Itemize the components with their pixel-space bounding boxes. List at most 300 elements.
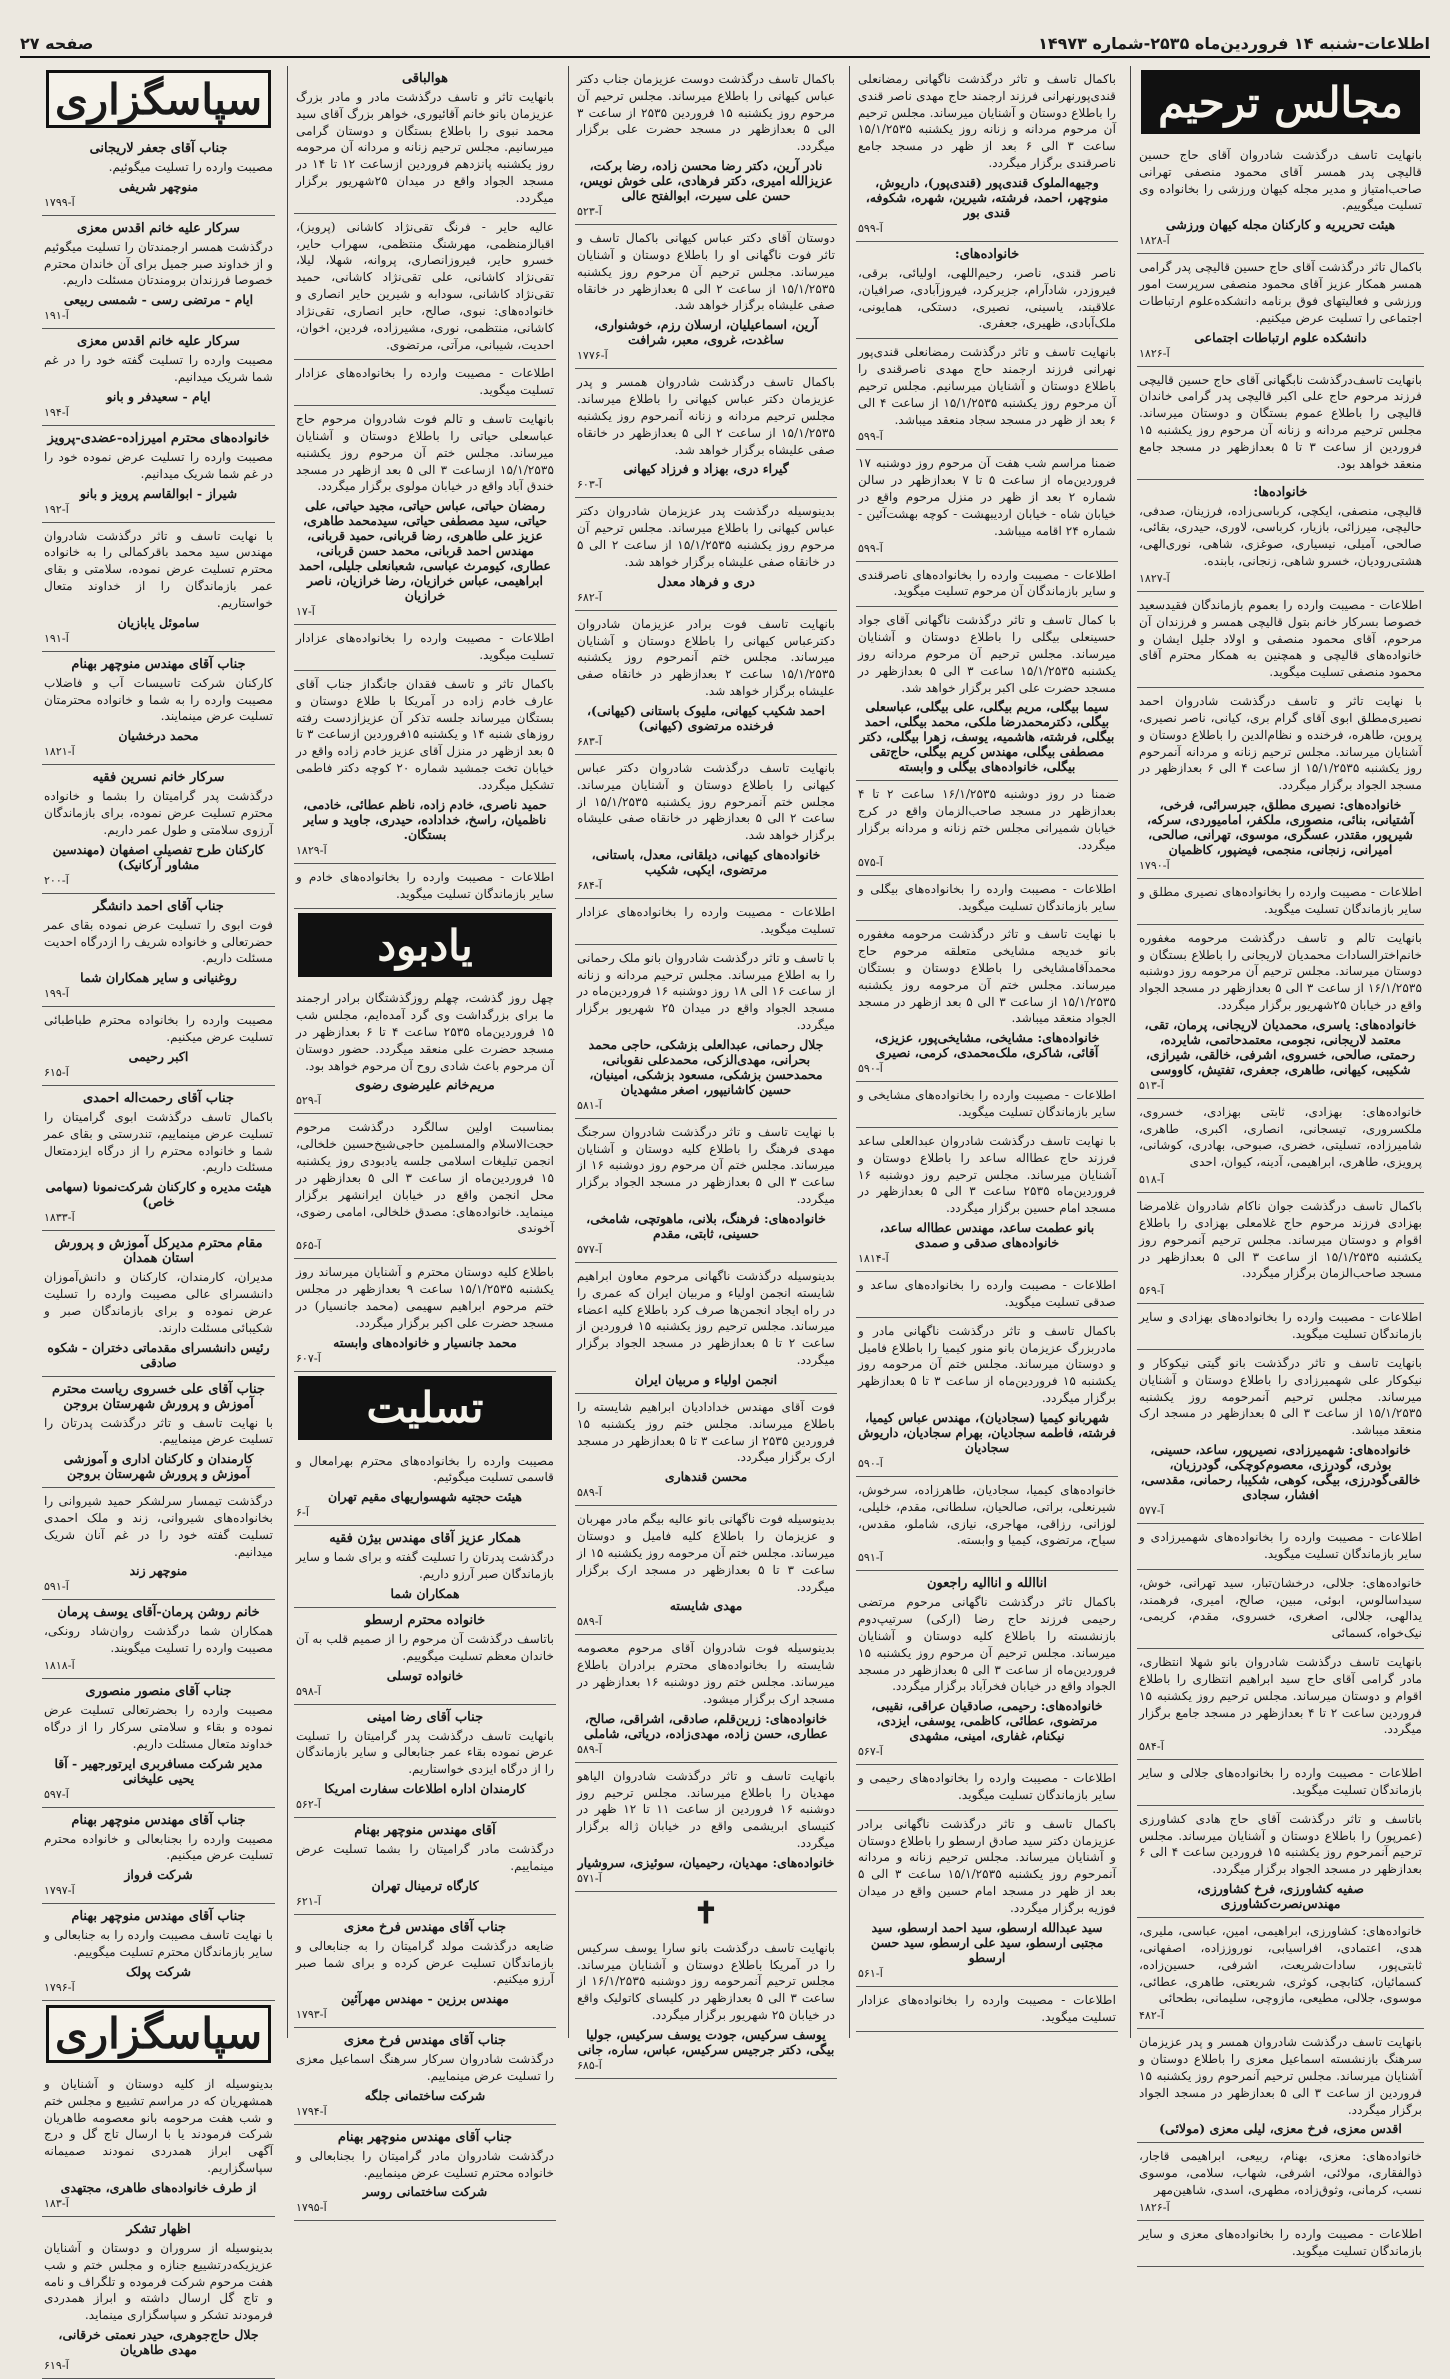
notice-signature: خانواده‌های: نصیری مطلق، جبرسرائی، فرخی، آشتیانی، بنائی، منصوری، ملکفر، امامیوردی، سرکه، شیرپور، مقتدر، عسگری، موسوی، تهرانی، صالحی، امیرانی، زنجانی، منجمی، فیضپور، کاظمیان xyxy=(1147,797,1414,858)
notice-signature: رمضان حیاتی، عباس حیاتی، مجید حیاتی، علی حیاتی، سید مصطفی حیاتی، سیدمحمد طاهری، عزیز علی طاهری، رضا قربانی، حمید قربانی، مهندس احمد قربانی، محمد حسن قربانی، عطاری، کیومرث عباسی، شعبانعلی جلیلی، احمد ابراهیمی، عباس خرازیان، رضا خرازیان، ناصر خرازیان xyxy=(298,498,551,604)
notice-body: درگذشت تیمسار سرلشکر حمید شیروانی را بخانواده‌های شیروانی، زند و ملک احمدی تسلیت گفته خود را در غم آنان شریک میدانیم. xyxy=(44,1494,273,1559)
notice xyxy=(294,1915,556,2028)
notice-heading: جناب آقای رحمت‌اله احمدی xyxy=(83,1090,234,1106)
notice-signature: وجیهه‌الملوک قندی‌پور (قندی‌پور)، داریوش، منوچهر، احمد، فرشته، شیرین، شهره، شکوفه، قندی بور xyxy=(865,174,1109,220)
notice-heading: سرکار علیه خانم اقدس معزی xyxy=(77,220,240,236)
notice-heading: هوالباقی xyxy=(401,71,449,86)
notice xyxy=(1137,1918,1424,2029)
notice xyxy=(575,1935,837,2079)
notice-code: آ-۶۰۷ xyxy=(296,1351,321,1365)
notice-signature: بانو عطمت ساعد، مهندس عطااله ساعد، خانواده‌های صدقی و صمدی xyxy=(879,1220,1095,1251)
notice xyxy=(1137,2143,1424,2220)
notice-heading: خانواده محترم ارسطو xyxy=(364,1612,486,1628)
notice-signature: مریم‌خانم علیرضوی رضوی xyxy=(355,1077,495,1093)
notice xyxy=(294,66,556,214)
notice-body: دوستان آقای دکتر عباس کیهانی باکمال تاسف و تاثر فوت ناگهانی او را باطلاع دوستان و آشنایان میرساند. مجلس ترحیم آن مرحوم روز یکشنبه ۱۵/۱/۲۵۳۵ از ساعت ۲ الی ۵ بعدازظهر در خانقاه صفی علیشاه برگزار خواهد شد. xyxy=(577,231,835,313)
notice-code: آ-۶۸۳ xyxy=(577,734,602,748)
notice xyxy=(1137,1193,1424,1304)
notice-body: بانهایت تاسف‌درگذشت نابگهانی آقای حاج حسین قالیچی فرزند مرحوم حاج علی اکبر قالیچی پدر گرامی خاندان قالیچی را باطلاع عموم بستگان و دوستان میرساند. مجلس ترحیم مردانه و زنانه آن مرحوم روز یکشنبه ۱۵ فروردین از ساعت ۳ تا ۵ بعدازظهر در مسجد جامع منعقد خواهد بود. xyxy=(1139,372,1422,471)
notice-body: با کمال تاسف و تاثر درگذشت ناگهانی آقای جواد حسینعلی بیگلی را باطلاع دوستان و آشنایان میرساند. مجلس ترحیم آن مرحوم مردانه روز یکشنبه ۱۵/۱/۲۵۳۵ ساعت ۳ الی ۵ بعدازظهر در مسجد حضرت علی اکبر برگزار خواهد شد. xyxy=(858,613,1117,695)
notice-body: ناصر قندی، ناصر، رحیم‌اللهی، اولیائی، برقی، فیروزدر، شادآرام، جزیرکرد، فیروزآبادی، صرافیان، علاقبند، یاسینی، نصیری، دستکی، همایونی، ملک‌آبادی، ظهیری، جعفری. xyxy=(858,265,1116,331)
notice-body: باکمال تاسف درگذشت ابوی گرامیتان را تسلیت عرض مینماییم، تندرستی و بقای عمر شما و خانواده محترم را از درگاه ایزدمتعال مسئلت داریم. xyxy=(44,1109,273,1175)
notice xyxy=(294,671,556,864)
notice-signature: شرکت ساختمانی روسر xyxy=(362,2184,488,2200)
notice-heading: خانواده‌ها: xyxy=(1253,484,1308,500)
notice xyxy=(856,1987,1118,2033)
notice xyxy=(575,755,837,899)
notice xyxy=(1137,925,1424,1099)
notice xyxy=(856,242,1118,339)
notice-code: آ-۵۸۹ xyxy=(577,1615,602,1629)
notice-signature: صفیه کشاورزی، فرخ کشاورزی، مهندس‌نصرت‌کشاورزی xyxy=(1196,1881,1365,1912)
notice-body: بانهایت تاسف درگذشت پدر گرامیتان را تسلیت عرض نموده بقاء عمر جنابعالی و سایر بازماندگان را از درگاه ایزدی خواستاریم. xyxy=(296,1728,554,1777)
notice-heading: خانواده‌های محترم امیرزاده-عضدی-پرویز xyxy=(47,430,270,446)
notice-body: باکمال تاسف درگذشت جوان ناکام شادروان غلامرضا بهزادی فرزند مرحوم حاج غلامعلی بهزادی را باطلاع اقوام و دوستان میرساند. مجلس ترحیم آنمرحوم روز یکشنبه ۱۵/۱/۲۵۳۵ از ساعت ۳ الی ۵ بعدازظهر در مسجد صاحب‌الزمان برگزار میگردد. xyxy=(1139,1199,1422,1281)
notice-body: بانهایت تاسف درگذشت شادروان دکتر عباس کیهانی را باطلاع دوستان و آشنایان میرساند. مجلس ختم آنمرحوم روز یکشنبه ۱۵/۱/۲۵۳۵ از ساعت ۲ الی ۵ بعدازظهر در خانقاه صفی علیشاه برگزار خواهد شد. xyxy=(577,760,835,843)
notice-body: درگذشت شادروان مادر گرامیتان را بجنابعالی و خانواده محترم تسلیت عرض مینماییم. xyxy=(296,2148,554,2180)
notice xyxy=(856,1082,1118,1128)
section-banner-tasliyat: تسلیت xyxy=(298,1376,552,1440)
notice xyxy=(575,1263,837,1394)
notice xyxy=(42,523,275,652)
notice xyxy=(294,1114,556,1259)
notice xyxy=(575,66,837,225)
page-number: صفحه ۲۷ xyxy=(20,33,94,53)
notice-signature: انجمن اولیاء و مربیان ایران xyxy=(634,1371,778,1387)
notice-body: بانهایت تاسف درگذشت شادروان آقای حاج حسین قالیچی پدر همسر آقای محمود منصفی تهرانی صاحب‌امتیاز و مدیر مجله کیهان ورزشی را بخانواده وی تسلیت میگوییم. xyxy=(1139,148,1422,213)
notice-code: آ-۱۷۹۴ xyxy=(296,2104,327,2118)
notice xyxy=(42,765,275,893)
cross-icon: ✝ xyxy=(693,1895,719,1931)
notice xyxy=(575,369,837,498)
notice-signature: جلال حاج‌جوهری، حیدر نعمتی خرقانی، مهدی طاهریان xyxy=(58,2327,259,2358)
notice-signature: از طرف خانواده‌های طاهری، مجتهدی xyxy=(60,2179,257,2195)
notice-code: آ-۵۹۹ xyxy=(858,541,883,555)
notice-body: باکمال تاسف و تاثر درگذشت ناگهانی رمضانعلی قندی‌پور‌نهرانی فرزند ارجمند حاج مهدی ناصر قندی را باطلاع دوستان و آشنایان میرساند. مجلس ترحیم آن مرحوم مردانه و زنانه روز یکشنبه ۱۵/۱/۲۵۳۵ ساعت ۳ الی ۶ بعد از ظهر در مسجد جامع ناصرقندی برگزار میگردد. xyxy=(858,72,1116,171)
section-banner-yadbood: یادبود xyxy=(298,913,552,977)
notice-code: آ-۱۸۳ xyxy=(44,2196,69,2210)
notice-code: آ-۱۷۹۵ xyxy=(296,2201,327,2215)
notice-body: بانهایت تاسف و تاثر درگذشت بانو گیتی نیکوکار و نیکوکار علی شهمیرزادی را باطلاع دوستان و آشنایان میرساند. مجلس ترحیم آنمرحومه روز یکشنبه ۱۵/۱/۲۵۳۵ از ساعت ۳ الی ۵ بعدازظهر در مسجد ارک منعقد میباشد. xyxy=(1139,1355,1422,1438)
notice xyxy=(1137,1760,1424,1806)
notice xyxy=(1137,879,1424,925)
notice xyxy=(42,1679,275,1807)
notice xyxy=(575,1763,837,1892)
notice-list xyxy=(294,66,556,909)
notice-body: باکمال تاسف درگذشت شادروان همسر و پدر عزیزمان دکتر عباس کیهانی را باطلاع میرساند. مجلس ترحیم مردانه و زنانه آنمرحوم روز یکشنبه ۱۵/۱/۲۵۳۵ از ساعت ۲ الی ۵ بعدازظهر در خانقاه صفی علیشاه برگزار خواهد شد. xyxy=(577,375,835,457)
notice-list xyxy=(575,1935,837,2079)
notice-signature: اقدس معزی، فرخ معزی، لیلی معزی (مولائی) xyxy=(1159,2121,1402,2137)
notice-body: مصیبت وارده را بحضرتعالی تسلیت عرض نموده و بقاء و سلامتی سرکار را از درگاه خداوند متعال مسئلت داریم. xyxy=(44,1703,273,1751)
notice-body: عالیه حایر - فرنگ تقی‌نژاد کاشانی (پرویز)، اقبالزمنظمی، مهرشنگ منتظمی، سهراب حایر، خسرو حایر، فیروزانصاری، پروانه، شهلا، لیلا، تقی‌نژاد کاشانی، علی تقی‌نژاد کاشانی، حمید تقی‌نژاد کاشانی، سودابه و شیرین حایر انصاری و خانواده‌های: نبوی، صالح، حایر انصاری، تقی‌نژاد کاشانی، منتظمی، نوری، مشیرزاده، فردین، اخوان، احدیت، شیبانی، مرآتی، مرتضوی. xyxy=(296,219,554,352)
notice-body: باکمال تاسف و تاثر درگذشت ناگهانی برادر عزیزمان دکتر سید صادق ارسطو را باطلاع دوستان و آشنایان میرساند. مجلس ترحیم زنانه و مردانه آنمرحوم روز یکشنبه ۱۵/۱/۲۵۳۵ ساعت ۳ الی ۵ بعد از ظهر در مسجد امام حسین واقع در میدان فوزیه برگزار میگردد. xyxy=(858,1816,1116,1915)
notice-code: آ-۶ xyxy=(296,1506,309,1520)
notice-body: اطلاعات - مصیبت وارده را بخانواده‌های رحیمی و سایر بازماندگان تسلیت میگوید. xyxy=(858,1771,1116,1802)
notice-signature: منوچهر زند xyxy=(129,1563,188,1579)
notice-code: آ-۲۰۰ xyxy=(44,873,69,887)
notice xyxy=(294,1259,556,1371)
notice xyxy=(1137,1524,1424,1570)
notice xyxy=(294,985,556,1114)
notice-signature: روغنیانی و سایر همکاران شما xyxy=(80,970,237,986)
notice-signature: محسن قندهاری xyxy=(664,1469,748,1485)
notice-body: با تاسف و تاثر درگذشت شادروان بانو ملک رحمانی را به اطلاع میرساند. مجلس ترحیم مردانه و زنانه از ساعت ۱۶ الی ۱۸ روز دوشنبه ۱۶ فروردین‌ماه در مسجد الجواد واقع در میدان ۲۵ شهریور برگزار میگردد. xyxy=(577,950,835,1032)
notice-code: آ-۵۹۹ xyxy=(858,430,883,444)
notice xyxy=(1137,1099,1424,1193)
notice-code: آ-۵۷۷ xyxy=(1139,1504,1164,1518)
notice-body: درگذشت پدرتان را تسلیت گفته و برای شما و سایر بازماندگان صبر آرزو داریم. xyxy=(296,1550,554,1582)
notice-body: با نهایت تاسف و تاثر درگذشت مرحومه مغفوره بانو خدیجه مشایخی متعلقه مرحوم حاج محمدآقامشایخی را باطلاع دوستان و بستگان میرساند. مجلس ختم آن مرحومه روز یکشنبه ۱۵/۱/۲۵۳۵ از ساعت ۳ الی ۵ بعد ازظهر در مسجد الجواد منعقد میباشد. xyxy=(858,927,1116,1026)
notice xyxy=(856,66,1118,242)
notice xyxy=(294,214,556,361)
notice-signature: هیئت حجتیه شهسواریهای مقیم تهران xyxy=(328,1489,522,1505)
notice xyxy=(856,1811,1118,1987)
notice xyxy=(294,2028,556,2125)
notice xyxy=(42,1007,275,1086)
notice-signature: محمد جانسیار و خانواده‌های وابسته xyxy=(333,1334,517,1350)
notice-code: آ-۵۱۸ xyxy=(1139,1173,1164,1187)
column-3 xyxy=(568,66,843,2072)
notice-heading: جناب آقای مهندس منوچهر بهنام xyxy=(71,1909,246,1925)
notice xyxy=(856,339,1118,450)
notice-code: آ-۱۸۳۳ xyxy=(44,1211,75,1225)
notice-body: فوت ابوی را تسلیت عرض نموده بقای عمر حضرتعالی و خانواده شریف را ازدرگاه احدیت مسئلت داریم. xyxy=(44,917,273,966)
notice-body: بمناسبت اولین سالگرد درگذشت مرحوم حجت‌الاسلام والمسلمین حاجی‌شیخ‌حسین خلخالی، انجمن تبلیغات اسلامی جلسه یادبودی روز یکشنبه ۱۵ فروردین‌ماه از ساعت ۳ الی ۵ بعدازظهر در محل انجمن واقع در خیابان ایرانشهر برگزار مینماید. خانواده‌های: مصدق خلخالی، امامی رضوی، آخوندی xyxy=(296,1120,555,1236)
notice xyxy=(856,1318,1118,1477)
notice-signature: منوچهر شریفی xyxy=(118,178,199,194)
notice-code: آ-۵۸۹ xyxy=(577,1742,602,1756)
notice-body: بانهایت تاسف درگذشت بانو سارا یوسف سرکیس را در آمریکا باطلاع دوستان و آشنایان میرساند. مجلس ترحیم آنمرحومه روز دوشنبه ۱۶/۱/۲۵۳۵ از ساعت ۳ الی ۵ بعدازظهر در کلیسای کاتولیک واقع در خیابان ۲۵ شهریور برگزار میگردد. xyxy=(577,1940,835,2023)
notice xyxy=(294,625,556,671)
notice xyxy=(42,426,275,523)
notice-body: بدینوسیله درگذشت ناگهانی مرحوم معاون ابراهیم شایسته انجمن اولیاء و مربیان ایران که عمری را در راه ایجاد انجمن‌ها صرف کرد باطلاع کلیه اعضاء میرساند. مجلس ترحیم روز یکشنبه ۱۵ فروردین از ساعت ۲ تا ۵ بعدازظهر در مسجد الجواد برگزار میگردد. xyxy=(577,1268,835,1368)
notice-code: آ-۵۹۰ xyxy=(858,1456,883,1470)
notice-code: آ-۱۷۹۰ xyxy=(1139,859,1170,873)
notice xyxy=(856,562,1118,608)
notice-signature: دری و فرهاد معدل xyxy=(657,573,755,589)
notice-code: آ-۱۹۴ xyxy=(44,405,69,419)
page-header xyxy=(20,30,1430,58)
notice-code: آ-۵۶۵ xyxy=(296,1239,321,1253)
notice-signature: هیئت تحریریه و کارکنان مجله کیهان ورزشی xyxy=(1165,217,1396,233)
notice-code: آ-۵۹۷ xyxy=(44,1787,69,1801)
notice-code: آ-۵۷۱ xyxy=(577,1871,602,1885)
notice-body: بدینوسیله درگذشت پدر عزیزمان شادروان دکتر عباس کیهانی را باطلاع میرساند. مجلس ترحیم آن مرحوم روز یکشنبه ۱۵/۱/۲۵۳۵ از ساعت ۲ الی ۵ در خانقاه صفی علیشاه برگزار خواهد شد. xyxy=(577,504,836,569)
notice-signature: ساموئل یابازیان xyxy=(117,614,200,630)
notice xyxy=(575,1635,837,1762)
notice-signature: خانواده‌های کیهانی، دیلقانی، معدل، باستانی، مرتضوی، ایکپی، شکیب xyxy=(591,847,821,878)
notice xyxy=(1137,1304,1424,1350)
notice xyxy=(856,1272,1118,1318)
notice-body: باطلاع کلیه دوستان محترم و آشنایان میرساند روز یکشنبه ۱۵/۱/۲۵۳۵ ساعت ۹ بعدازظهر در مجلس ختم مرحوم ابراهیم سهیمی (محمد جانسیار) در مسجد حضرت علی اکبر برگزار میگردد. xyxy=(296,1265,555,1330)
notice-heading: جناب آقای احمد دانشگر xyxy=(93,898,224,914)
notice-code: آ-۵۸۴ xyxy=(1139,1740,1164,1754)
notice xyxy=(856,876,1118,922)
notice xyxy=(575,498,837,610)
notice-heading: جناب آقای علی خسروی ریاست محترم آموزش و پرورش شهرستان بروجن xyxy=(52,1381,265,1412)
notice-code: آ-۵۹۹ xyxy=(858,221,883,235)
notice xyxy=(1137,1570,1424,1649)
notice-heading: سرکار خانم نسرین فقیه xyxy=(92,770,225,786)
columns xyxy=(20,66,1430,2373)
notice-code: آ-۵۹۸ xyxy=(296,1684,321,1698)
notice xyxy=(294,1608,556,1705)
notice-code: آ-۱۷۹۳ xyxy=(296,2008,327,2022)
notice-list xyxy=(294,985,556,1371)
notice xyxy=(856,781,1118,875)
issue-info: اطلاعات-شنبه ۱۴ فروردین‌ماه ۲۵۳۵-شماره ۱۴۹۷۳ xyxy=(1038,33,1430,53)
notice xyxy=(856,450,1118,561)
notice-code: آ-۱۹۱ xyxy=(44,631,69,645)
notice-body: بانهایت تاسف درگذشت شادروان بانو شهلا انتظاری، مادر گرامی آقای حاج سید ابراهیم انتظاری را باطلاع اقوام و دوستان میرساند. مجلس ترحیم روز یکشنبه ۱۵ فروردین ساعت ۲ تا ۴ بعدازظهر در مسجد جامع برگزار میگردد. xyxy=(1139,1655,1422,1737)
notice-body: اطلاعات - مصیبت وارده را بخانواده‌های شهمیرزادی و سایر بازماندگان تسلیت میگوید. xyxy=(1139,1530,1422,1561)
notice-signature: شرکت پولک xyxy=(126,1963,191,1979)
notice xyxy=(575,1506,837,1635)
notice-heading: اناالله و اناالیه راجعون xyxy=(926,1576,1047,1592)
notice-body: باکمال تاثر درگذشت آقای حاج حسین قالیچی پدر گرامی همسر همکار عزیز آقای محمود منصفی سرپرست امور ورزشی و فعالیتهای فوق برنامه دانشکده‌علوم ارتباطات اجتماعی را تسلیت عرض میکنیم. xyxy=(1139,260,1422,325)
notice-signature: خانواده‌های: زرین‌قلم، صادقی، اشراقی، صالح، عطاری، حسن زاده، مهدی‌زاده، دریاتی، شاملی xyxy=(583,1710,828,1741)
notice-signature: خانواده‌های: یاسری، محمدیان لاریجانی، پرمان، تقی، معتمد لاریجانی، نجومی، معتمدحاتمی، شایرده، رحمتی، صالحی، خسروی، اشرفی، خالقی، شیرازی، شکیبی، کیهانی، طاهری، جعفری، تفتیش، کاووسی xyxy=(1144,1016,1417,1077)
notice-body: باتاسف درگذشت آن مرحوم را از صمیم قلب به آن خاندان معظم تسلیت میگوییم. xyxy=(296,1631,554,1663)
notice-body: کارکنان شرکت تاسیسات آب و فاضلاب مصیبت وارده را به شما و خانواده محترمتان تسلیت عرض مینمایند. xyxy=(44,675,273,724)
notice-heading: آقای مهندس منوچهر بهنام xyxy=(354,1823,496,1839)
notice-signature: شیراز - ابوالقاسم پرویز و بانو xyxy=(79,485,238,501)
notice-body: اطلاعات - مصیبت وارده را بخانواده‌های خادم و سایر بازماندگان تسلیت میگوید. xyxy=(296,869,554,901)
notice-heading: همکار عزیز آقای مهندس بیژن فقیه xyxy=(329,1531,521,1547)
notice-code: آ-۱۸۱۸ xyxy=(44,1659,75,1673)
notice-body: خانواده‌های: جلالی، درخشان‌تبار، سید تهرانی، خوش، سیداسالوس، ابوئی، مبین، صالح، امیری، فرهمند، یدالهی، جلالی، اصغری، خسروی، مقدم، کریمی، نیک‌خواه، کسمائی xyxy=(1139,1575,1422,1641)
notice xyxy=(856,1571,1118,1765)
notice xyxy=(1137,2221,1424,2267)
notice-code: آ-۵۷۷ xyxy=(577,1242,602,1256)
notice xyxy=(42,1377,275,1489)
notice-code: آ-۶۲۱ xyxy=(296,1894,321,1908)
notice-code: آ-۵۹۱ xyxy=(858,1551,883,1565)
notice-code: آ-۱۸۲۹ xyxy=(296,843,327,857)
notice xyxy=(1137,2029,1424,2143)
notice-body: مصیبت وارده را بخانواده‌های محترم بهرامعال و قاسمی تسلیت میگوئیم. xyxy=(296,1453,554,1485)
notice xyxy=(1137,367,1424,480)
notice xyxy=(1137,592,1424,688)
notice-signature: کارگاه ترمینال تهران xyxy=(371,1877,479,1893)
notice-code: آ-۱۹۲ xyxy=(44,502,69,516)
column-5 xyxy=(1130,66,1430,2258)
notice-signature: سیما بیگلی، مریم بیگلی، علی بیگلی، عباسعلی بیگلی، دکترمحمدرضا ملکی، محمد بیگلی، احمد بیگلی، فرشته، هاشمیه، یوسف، زهرا بیگلی، دکتر مصطفی بیگلی، مهندس کریم بیگلی، حاج‌تقی بیگلی، خانواده‌های بیگلی و وابسته xyxy=(859,699,1115,775)
notice-body: باکمال تاسف و تاثر درگذشت ناگهانی مادر و مادربزرگ عزیزمان بانو منور کیمیا را باطلاع فامیل و دوستان میرساند. مجلس ختم آن مرحومه روز یکشنبه ۱۵ فروردین‌ماه از ساعت ۳ تا ۵ بعدازظهر برگزار میگردد. xyxy=(858,1323,1117,1406)
notice xyxy=(42,1086,275,1231)
notice-body: اطلاعات - مصیبت وارده را بخانواده‌های عزادار تسلیت میگوید. xyxy=(296,366,554,398)
notice xyxy=(1137,1350,1424,1524)
notice-code: آ-۶۸۲ xyxy=(577,590,602,604)
notice xyxy=(42,1488,275,1600)
notice-signature: گیراء دری، بهزاد و فرزاد کیهانی xyxy=(623,461,789,477)
notice-code: آ-۵۸۱ xyxy=(577,1098,602,1112)
notice-body: بانهایت تاسف و تاثر درگذشت شادروان الیاهو مهدیان را باطلاع میرساند. مجلس ترحیم روز دوشنبه ۱۶ فروردین از ساعت ۱۱ تا ۱۲ ظهر در کنیسای ابریشمی واقع در خیابان ژاله برگزار میگردد. xyxy=(577,1768,836,1850)
notice-body: بانهایت تاسف و تاثر درگذشت رمضانعلی قندی‌پور نهرانی فرزند ارجمند حاج مهدی ناصرقندی را باطلاع دوستان و آشنایان میرسانیم. مجلس ترحیم آن مرحوم روز یکشنبه ۱۵/۱/۲۵۳۵ از ساعت ۴ الی ۶ بعد از ظهر در مسجد سجاد منعقد میباشد. xyxy=(858,345,1116,427)
notice xyxy=(1137,480,1424,592)
notice-body: بانهایت تاثر و تاسف درگذشت مادر و مادر بزرگ عزیزمان بانو خانم آقائیوری، خواهر بزرگ آقای سید محمد نبوی را باطلاع بستگان و دوستان گرامی میرسانیم. مجلس ترحیم زنانه و مردانه آن مرحومه روز یکشنبه پانزدهم فروردین ازساعت ۱۲ تا ۱۴ در مسجد الجواد واقع در میدان ۲۵شهریور برگزار میگردد. xyxy=(296,90,555,205)
notice xyxy=(42,2217,275,2379)
notice xyxy=(856,607,1118,781)
notice-code: آ-۵۶۷ xyxy=(858,1745,883,1759)
notice-body: درگذشت شادروان سرکار سرهنگ اسماعیل معزی را تسلیت عرض مینماییم. xyxy=(296,2052,554,2083)
notice-body: بدینوسیله از سروران و دوستان و آشنایان عزیزیکه‌درتشییع جنازه و مجلس ختم و شب هفت مرحوم شرکت فرموده و تلگراف و نامه و تاج گل ارسال داشته و ابراز همدردی فرمودند تشکر و سپاسگزاری مینماید. xyxy=(44,2240,273,2323)
notice-signature: دانشکده علوم ارتباطات اجتماعی xyxy=(1194,329,1367,345)
notice-heading: جناب آقای منصور منصوری xyxy=(85,1684,232,1700)
notice-signature: حمید ناصری، خادم زاده، ناظم عطائی، خادمی، ناظمیان، راسخ، خداداده، حیدری، جاوید و سایر بستگان. xyxy=(303,796,547,842)
notice-body: اطلاعات - مصیبت وارده را بعموم بازماندگان فقیدسعید خصوصا بسرکار خانم بتول قالیچی همسر و فرزندان آن مرحوم، آقای محمود منصفی و اولاد جلیل ایشان و خانواده‌های قالیچی و همچنین به همکار محترم آقای محمود منصفی تسلیت میگوید. xyxy=(1139,597,1422,680)
notice-heading: جناب آقای مهندس منوچهر بهنام xyxy=(71,656,246,672)
notice-body: درگذشت مادر گرامیتان را بشما تسلیت عرض مینماییم. xyxy=(296,1842,554,1873)
notice-signature: خانواده‌های: مشایخی، مشایخی‌پور، عزیزی، آقائی، شاکری، ملک‌محمدی، کرمی، نصیری xyxy=(874,1030,1100,1061)
notice-heading: مقام محترم مدیرکل آموزش و پرورش استان همدان xyxy=(54,1236,263,1267)
notice-body: فوت آقای مهندس خدادادیان ابراهیم شایسته را باطلاع میرساند. مجلس ختم روز یکشنبه ۱۵ فروردین ۲۵۳۵ از ساعت ۳ تا ۵ بعدازظهر در مسجد ارک برگزار میگردد. xyxy=(577,1399,835,1465)
notice xyxy=(1137,254,1424,366)
notice-body: باتاسف و تاثر درگذشت آقای حاج هادی کشاورزی (عمرپور) را باطلاع دوستان و آشنایان میرساند. مجلس ترحیم آنمرحوم روز یکشنبه ۱۵ فروردین ساعت ۴ الی ۶ بعدازظهر در مسجد الجواد برگزار میگردد. xyxy=(1139,1811,1422,1877)
notice-heading: سرکار علیه خانم اقدس معزی xyxy=(77,334,240,350)
notice-body: قالیچی، منصفی، ایکچی، کرباسی‌زاده، فرزینان، صدفی، حالیچی، میرزائی، بازیار، کرباسی، لاوری، حیدری، بقائی، صالحی، آمیلی، نیسیاری، صوغزی، شاهی، نوری‌الهی، هشتی‌رودیان، خسرو شاهی، زنجانی، بابنده. xyxy=(1139,503,1422,569)
notice xyxy=(294,1705,556,1818)
notice-body: ضایعه درگذشت مولد گرامیتان را به جنابعالی و بازماندگان تسلیت عرض کرده و برای شما صبر آرزو میکنیم. xyxy=(296,1938,554,1987)
notice-code: آ-۶۰۳ xyxy=(577,478,602,492)
notice-body: باکمال تاثر و تاسف فقدان جانگداز جناب آقای عارف خادم زاده در آمریکا با طلاع دوستان و بستگان میرساند جلسه تذکر آن عزیزازدست رفته روزهای شنبه ۱۴ و یکشنبه ۱۵فروردین ازساعت ۳ تا ۵ بعد ازظهر در منزل آقای عزیز خادم زاده واقع در خیابان تخت جمشید شماره ۲۰ کوچه دکتر فاطمی تشکیل میگردد. xyxy=(296,676,554,792)
notice-signature: شرکت ساختمانی جلگه xyxy=(364,2087,486,2103)
notice-signature: نادر آرین، دکتر رضا محسن زاده، رضا برکت، عزیزالله امیری، دکتر فرهادی، علی خوش نویس، حسن علی سیرت، ابوالفتح عالی xyxy=(579,158,833,204)
notice xyxy=(856,921,1118,1082)
notice-code: آ-۱۷۷۶ xyxy=(577,349,608,363)
notice-code: آ-۱۸۲۶ xyxy=(1139,2200,1170,2214)
notice-code: آ-۶۸۵ xyxy=(577,2058,602,2072)
notice-heading: جناب آقای مهندس منوچهر بهنام xyxy=(337,2129,513,2145)
notice-code: آ-۱۷۹۹ xyxy=(44,195,75,209)
notice xyxy=(294,406,556,625)
notice-code: آ-۱۸۲۷ xyxy=(1139,571,1170,585)
notice-body: اطلاعات - مصیبت وارده را بخانواده‌های بهزادی و سایر بازماندگان تسلیت میگوید. xyxy=(1139,1310,1422,1342)
notice-signature: خانواده‌های: فرهنگ، بلانی، ماهوتچی، شامخی، حسینی، ثابتی، مقدم xyxy=(586,1210,826,1241)
notice xyxy=(42,894,275,1007)
notice xyxy=(575,225,837,369)
notice-body: درگذشت پدر گرامیتان را بشما و خانواده محترم تسلیت عرض نموده، برای بازماندگان آرزوی سلامتی و طول عمر داریم. xyxy=(44,789,273,837)
notice xyxy=(42,2071,275,2217)
notice-signature: رئیس دانشسرای مقدماتی دختران - شکوه صادقی xyxy=(47,1339,270,1370)
notice xyxy=(1137,1649,1424,1760)
notice xyxy=(42,1600,275,1679)
notice xyxy=(294,1818,556,1915)
notice-signature: ایام - مرتضی رسی - شمسی ربیعی xyxy=(63,292,254,308)
notice-body: با نهایت تاسف و تاثر درگذشت شادروان مهندس سید محمد باقرکمالی را به خانواده محترم تسلیت عرض نموده، سلامتی و بقای عمر بازماندگان را از خداوند متعال خواستاریم. xyxy=(44,528,273,610)
notice-body: مصیبت وارده را تسلیت میگوئیم. xyxy=(108,160,273,174)
notice-signature: شرکت فرواز xyxy=(124,1867,193,1883)
notice-signature: یوسف سرکیس، جودت یوسف سرکیس، جولیا بیگی، دکتر جرجیس سرکیس، عباس، ساره، جانی xyxy=(577,2026,835,2057)
notice-signature: مهدی شایسته xyxy=(669,1598,743,1614)
notice-code: آ-۱۹۱ xyxy=(44,309,69,323)
notice-signature: هیئت مدیره و کارکنان شرکت‌نمونا (سهامی خاص) xyxy=(45,1179,272,1210)
notice-code: آ-۶۱۵ xyxy=(44,1065,69,1079)
notice-heading: جناب آقای مهندس منوچهر بهنام xyxy=(71,1812,246,1828)
notice-heading: خانواده‌های: xyxy=(954,246,1020,262)
notice xyxy=(575,611,837,755)
notice-code: آ-۵۲۹ xyxy=(296,1094,321,1108)
notice-body: باکمال تاثر درگذشت ناگهانی مرحوم مرتضی رحیمی فرزند حاج رضا (ارکی) سرتیپ‌دوم بازنشسته را باطلاع کلیه دوستان و آشنایان میرساند. مجلس ترحیم آن مرحوم روز یکشنبه ۱۵ فروردین‌ماه از ساعت ۳ الی ۵ بعدازظهر در مسجد الجواد واقع در خیابان فخرآباد برگزار میگردد. xyxy=(858,1595,1116,1694)
notice-code: آ-۱۹۹ xyxy=(44,987,69,1001)
notice-body: همکاران شما درگذشت روان‌شاد رونکی، مصیبت وارده را تسلیت میگویند. xyxy=(44,1624,273,1656)
notice-body: اطلاعات - مصیبت وارده را بخانواده‌های نصیری مطلق و سایر بازماندگان تسلیت میگوید. xyxy=(1139,885,1422,916)
notice-heading: جناب آقای مهندس فرخ معزی xyxy=(343,2033,507,2049)
notice-code: آ-۶۱۹ xyxy=(44,2359,69,2373)
notice-body: مدیران، کارمندان، کارکنان و دانش‌آموزان دانشسرای عالی مصیبت وارده را تسلیت عرض نموده و برای بازماندگان صبر و شکیبائی مسئلت دارند. xyxy=(44,1270,273,1335)
notice-heading: جناب آقای رضا امینی xyxy=(366,1709,484,1725)
notice-body: بانهایت تاسف درگذشت شادروان همسر و پدر عزیزمان سرهنگ بازنشسته‌ اسماعیل معزی را باطلاع دوستان و آشنایان میرساند. مجلس ترحیم آنمرحوم روز یکشنبه ۱۵ فروردین از ساعت ۳ الی ۵ بعدازظهر در مسجد الجواد برگزار میگردد. xyxy=(1139,2035,1422,2117)
notice-body: با نهایت تاسف درگذشت شادروان عبدالعلی ساعد فرزند حاج عطااله ساعد را باطلاع دوستان و آشنایان میرساند. مجلس ترحیم روز دوشنبه ۱۶ فروردین‌ماه ۲۵۳۵ ساعت ۳ الی ۵ بعدازظهر در مسجد امام حسین برگزار میگردد. xyxy=(858,1133,1116,1216)
notice-signature: جلال رحمانی، عبدالعلی بزشکی، حاجی محمد بحرانی، مهدی‌الزکی، محمدعلی نقوبانی، محمدحسن بزشکی، مسعود بزشکی، امینیان، حسین کاشانیپور، اصغر مشهدیان xyxy=(588,1036,824,1097)
column-4 xyxy=(849,66,1124,2038)
notice xyxy=(42,652,275,765)
notice-code: آ-۵۸۹ xyxy=(577,1486,602,1500)
notice xyxy=(575,1394,837,1506)
notice xyxy=(42,1904,275,2001)
notice-signature: کارمندان و کارکنان اداری و آموزشی آموزش و پرورش شهرستان بروجن xyxy=(63,1451,254,1482)
notice xyxy=(294,360,556,406)
notice-signature: احمد شکیب کیهانی، ملیوک باستانی (کیهانی)، فرخنده مرتضوی (کیهانی) xyxy=(587,702,825,733)
notice-code: آ-۱۸۱۴ xyxy=(858,1252,889,1266)
notice-code: آ-۵۲۳ xyxy=(577,205,602,219)
column-1 xyxy=(36,66,281,2373)
notice-body: اطلاعات - مصیبت وارده را بخانواده‌های معزی و سایر بازماندگان تسلیت میگوید. xyxy=(1139,2226,1422,2258)
notice-code: آ-۵۶۲ xyxy=(296,1798,321,1812)
notice-signature: آرین، اسماعیلیان، ارسلان رزم، خوشنواری، ساغدت، غروی، معبر، شرافت xyxy=(594,317,818,348)
notice xyxy=(856,1477,1118,1571)
section-banner-majales-tarhim: مجالس ترحیم xyxy=(1141,70,1420,134)
notice-heading: جناب آقای مهندس فرخ معزی xyxy=(343,1919,507,1935)
notice-heading: خانم روشن پرمان-آقای یوسف پرمان xyxy=(57,1605,260,1621)
notice-code: آ-۴۸۲ xyxy=(1139,2009,1164,2023)
notice-list xyxy=(294,1448,556,2222)
notice xyxy=(42,216,275,329)
notice-signature: ایام - سعیدفر و بانو xyxy=(106,388,211,404)
notice-signature: همکاران شما xyxy=(390,1585,460,1601)
notice xyxy=(575,899,837,945)
notice-code: آ-۵۶۱ xyxy=(858,1966,883,1980)
notice-code: آ-۱۷ xyxy=(296,605,315,619)
notice xyxy=(294,2125,556,2222)
notice-body: اطلاعات - مصیبت وارده را بخانواده‌های بیگلی و سایر بازماندگان تسلیت میگوید. xyxy=(858,881,1116,913)
notice-body: اطلاعات - مصیبت وارده را بخانواده‌های عزادار تسلیت میگوید. xyxy=(577,905,835,936)
notice-list xyxy=(856,66,1118,2032)
notice-signature: خانواده‌های: مهدیان، رحیمیان، سوئیزی، سروشیار xyxy=(577,1854,835,1870)
notice xyxy=(294,1448,556,1527)
notice-body: با نهایت تاسف مصیبت وارده را به جنابعالی و سایر بازماندگان محترم تسلیت میگوییم. xyxy=(44,1928,273,1960)
notice-body: خانواده‌های: کشاورزی، ابراهیمی، امین، عباسی، ملیری، هدی، اعتمادی، افراسیابی، نوروززاده، اصفهانی، ثابتی‌پور، سادات‌شریعت، اشرفی، حسین‌زاده، کسمائیان، کتابچی، کوثری، شریعتی، طاهری، عطائی، موسوی، جلالی، مطیعی، مازوچی، سلیمانی، بطحائی xyxy=(1139,1924,1422,2006)
notice-signature: شهربانو کیمیا (سجادیان)، مهندس عباس کیمیا، فرشته، فاطمه سجادیان، بهرام سجادیان، داریوش سجادیان xyxy=(858,1409,1116,1455)
notice xyxy=(856,1765,1118,1811)
notice-signature: کارکنان طرح تفصیلی اصفهان (مهندسین مشاور آرکانیک) xyxy=(52,841,265,872)
notice-code: آ-۵۹۱ xyxy=(44,1580,69,1594)
notice-code: آ-۱۸۲۶ xyxy=(1139,346,1170,360)
notice-code: آ-۶۸۴ xyxy=(577,879,602,893)
notice-signature: خانواده توسلی xyxy=(386,1667,464,1683)
notice-list xyxy=(42,136,275,2001)
notice-signature: خانواده‌های: شهمیرزادی، نصیرپور، ساعد، حسینی، بوذری، گودرزی، معصوم‌کوچکی، گودرزیان، خالقی‌گودرزی، بیگی، کوهی، شکیبا، رحمانی، مقدسی، افشار، سجادی xyxy=(1140,1442,1421,1503)
section-banner-sepasgozari: سپاسگزاری xyxy=(46,70,271,128)
notice xyxy=(1137,1806,1424,1918)
notice-body: مصیبت وارده را تسلیت عرض نموده خود را در غم شما شریک میدانیم. xyxy=(44,449,273,481)
notice-code: آ-۱۸۲۸ xyxy=(1139,234,1170,248)
notice-list xyxy=(1137,142,1424,2267)
notice-code: آ-۵۷۵ xyxy=(858,855,883,869)
notice-list xyxy=(42,2071,275,2379)
notice-body: بانهایت تاسف و تالم فوت شادروان مرحوم حاج عباسعلی حیاتی را باطلاع دوستان و آشنایان میرساند. مجلس ختم آن مرحوم روز یکشنبه ۱۵/۱/۲۵۳۵ ازساعت ۳ الی ۵ بعد ازظهر در مسجد خندق آباد واقع در خیابان مولوی برگزار میگردد. xyxy=(296,412,554,494)
notice-body: بانهایت تالم و تاسف درگذشت مرحومه مغفوره خانم‌اختر‌السادات محمدیان لاریجانی را باطلاع بستگان و دوستان میرساند. مجلس ترحیم آن مرحومه روز دوشنبه ۱۶/۱/۲۵۳۵ از ساعت ۳ الی ۵ بعدازظهر در مسجد الجواد واقع در خیابان ۲۵شهریور برگزار میگردد. xyxy=(1139,930,1422,1012)
